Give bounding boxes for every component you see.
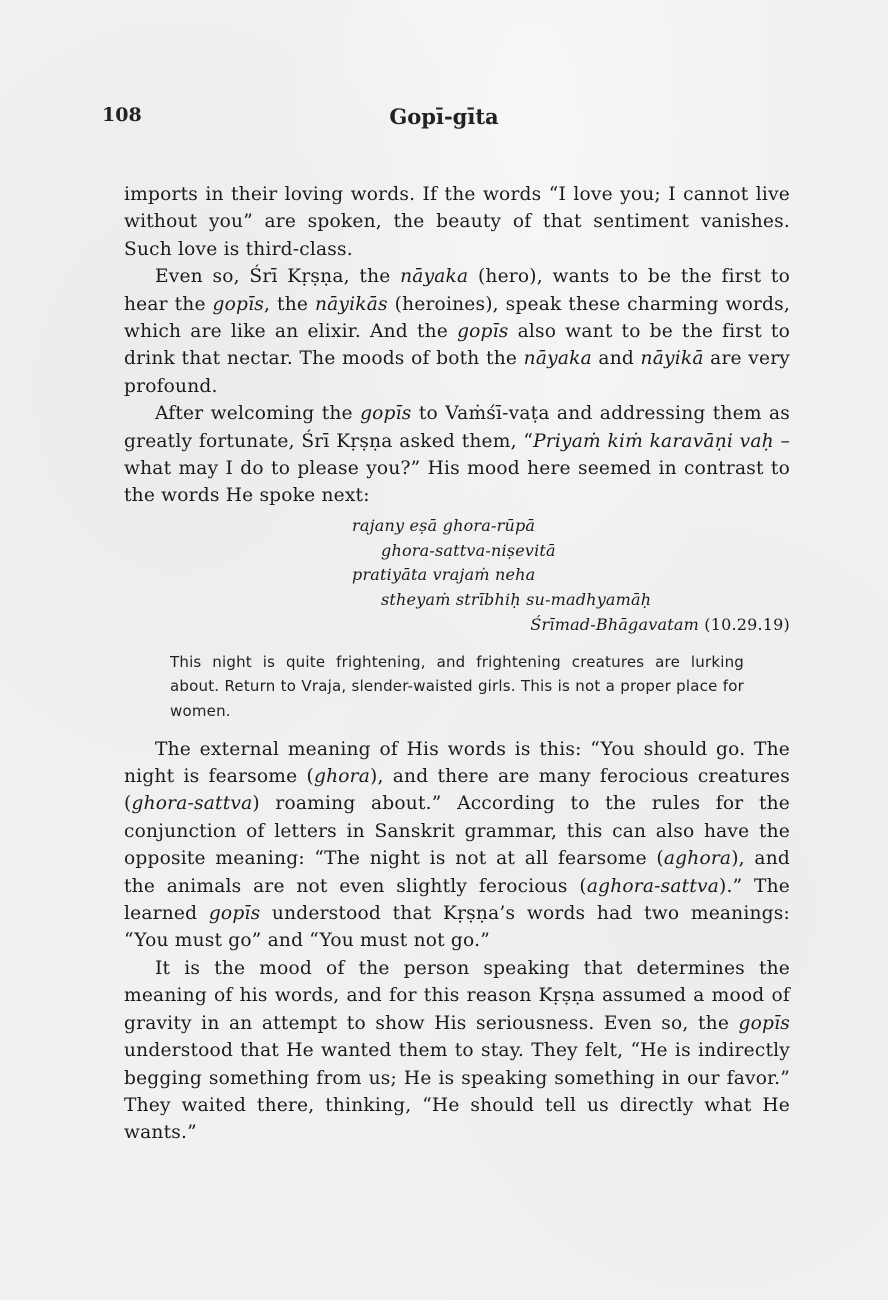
verse-line: rajany eṣā ghora-rūpā [352,515,536,535]
verse-translation: This night is quite frightening, and frightening creatures are lurking about. Return to Vraja, slender-waisted girls. This is not a proper place for women. [170,652,744,721]
page-header [102,104,786,134]
verse-line: pratiyāta vrajaṁ neha [352,565,536,585]
paragraph-3: After welcoming the gopīs to Vaṁśī-vaṭa and addressing them as greatly fortunate, Śrī Kṛṣṇa asked them, “Priyaṁ kiṁ karavāṇi vaḥ – what may I do to please you?” His mood here seemed in contrast to the words He spoke next: [124,403,791,507]
paragraph-5: It is the mood of the person speaking that determines the meaning of his words, and for this reason Kṛṣṇa assumed a mood of gravity in an attempt to show His seriousness. Even so, the gopīs understood that He wanted them to stay. They felt, “He is indirectly begging something from us; He is speaking something in our favor.” They waited there, thinking, “He should tell us directly what He wants.” [124,957,790,1144]
paragraph-2: Even so, Śrī Kṛṣṇa, the nāyaka (hero), wants to be the first to hear the gopīs, the nāyikās (heroines), speak these charming words, which are like an elixir. And the gopīs also want to be the first to drink that nectar. The moods of both the nāyaka and nāyikā are very profound. [124,266,791,397]
running-title: Gopī-gīta [389,104,499,129]
verse-source [124,613,790,638]
paragraph-1: imports in their loving words. If the words “I love you; I cannot live without you” are spoken, the beauty of that sentiment vanishes. Such love is third-class. [124,184,790,260]
paragraph-4: The external meaning of His words is this: “You should go. The night is fearsome (ghora), and there are many ferocious creatures (ghora-sattva) roaming about.” According to the rules for the conjunction of letters in Sanskrit grammar, this can also have the opposite meaning: “The night is not at all fearsome (aghora), and the animals are not even slightly ferocious (aghora-sattva).” The learned gopīs understood that Kṛṣṇa’s words had two meanings: “You must go” and “You must not go.” [124,738,790,952]
body-text [124,181,790,1147]
verse-source-ref: (10.29.19) [698,615,790,635]
verse-block [124,514,790,613]
page-number: 108 [102,104,142,126]
verse-line: ghora-sattva-niṣevitā [381,540,556,560]
verse-line: stheyaṁ strībhiḥ su-madhyamāḥ [381,590,652,610]
verse-source-title: Śrīmad-Bhāgavatam [530,615,699,635]
